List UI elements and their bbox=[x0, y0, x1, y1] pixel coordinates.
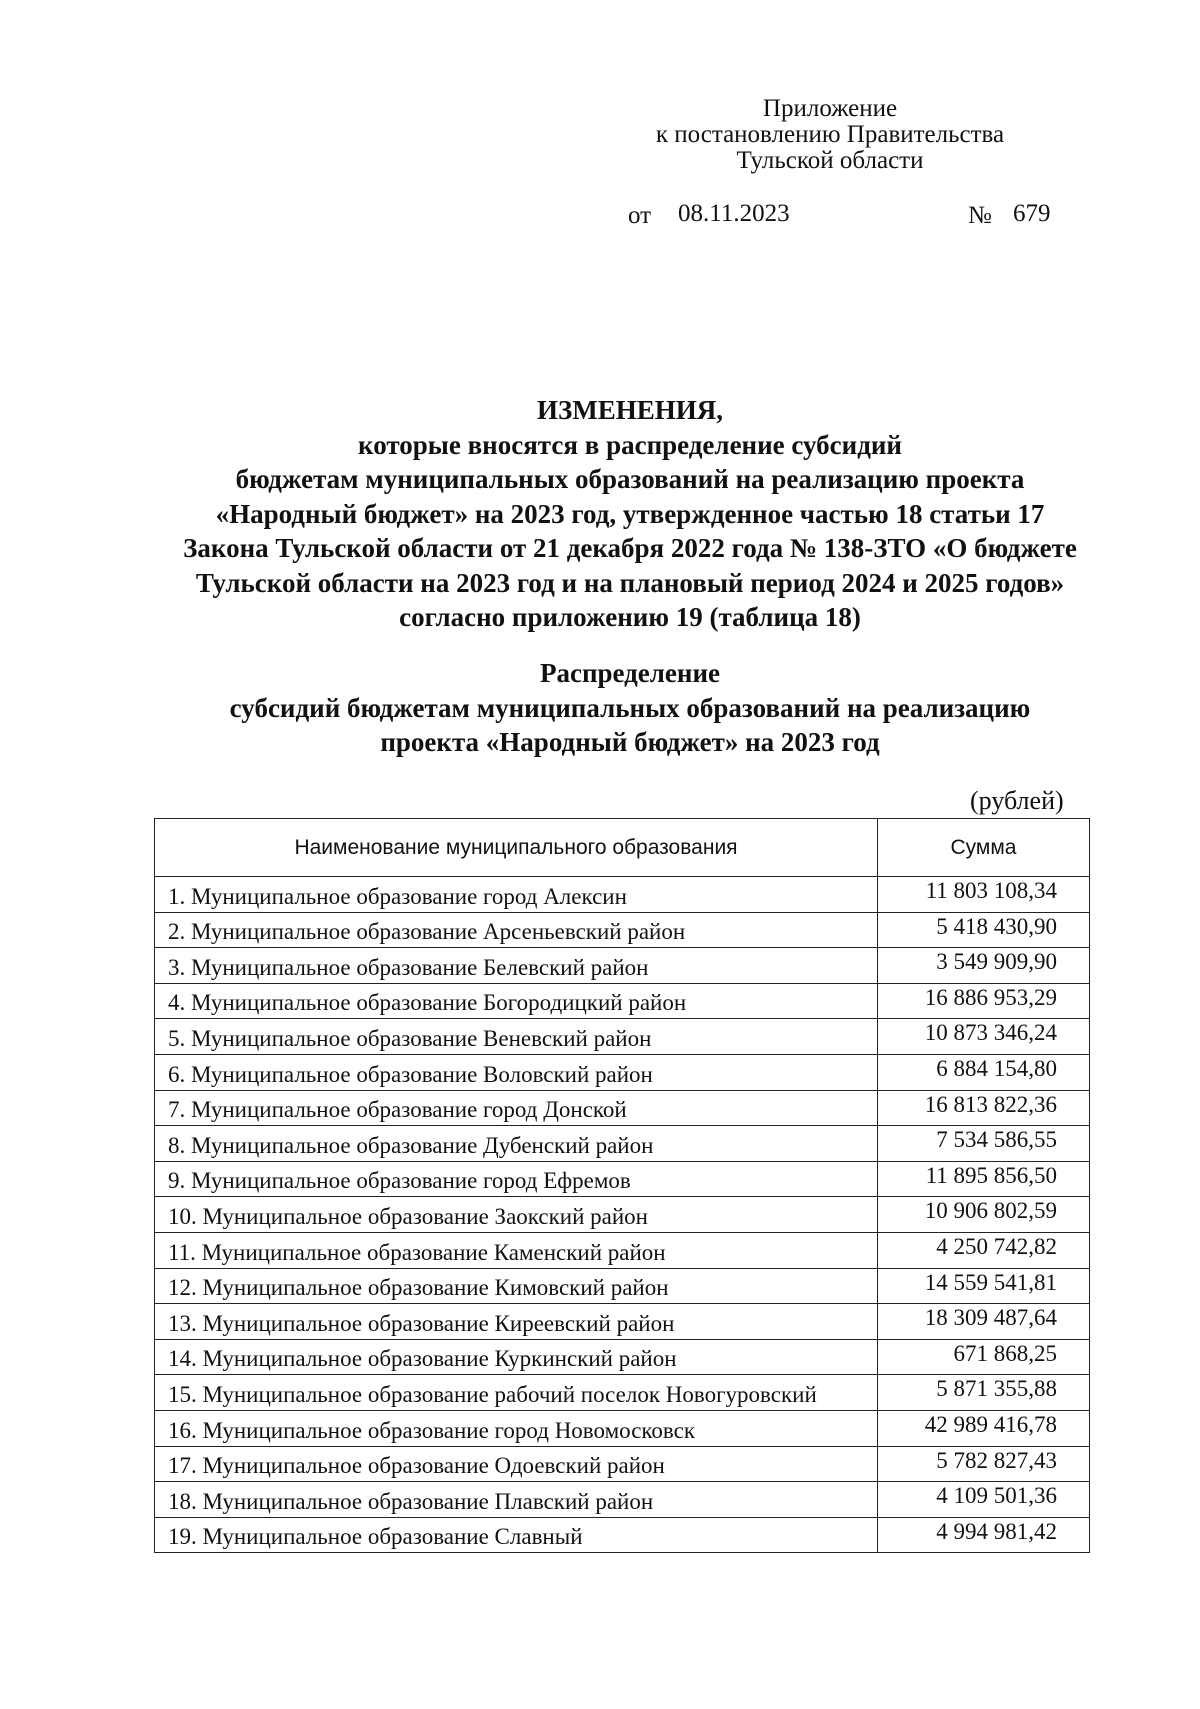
table-row bbox=[155, 1019, 1090, 1055]
table-row bbox=[155, 948, 1090, 984]
municipality-name: 2. Муниципальное образование Арсеньевский район bbox=[155, 912, 878, 948]
appendix-region-line: Тульской области bbox=[736, 147, 924, 174]
table-row bbox=[155, 1482, 1090, 1518]
subsidy-amount: 16 886 953,29 bbox=[878, 983, 1090, 1019]
subsidy-amount: 10 873 346,24 bbox=[878, 1019, 1090, 1055]
municipality-name: 8. Муниципальное образование Дубенский район bbox=[155, 1126, 878, 1162]
table-row bbox=[155, 912, 1090, 948]
municipality-name: 16. Муниципальное образование город Новомосковск bbox=[155, 1410, 878, 1446]
subsidy-amount: 5 782 827,43 bbox=[878, 1446, 1090, 1482]
table-row bbox=[155, 1054, 1090, 1090]
subsidy-amount: 16 813 822,36 bbox=[878, 1090, 1090, 1126]
municipality-name: 11. Муниципальное образование Каменский район bbox=[155, 1232, 878, 1268]
table-row bbox=[155, 1339, 1090, 1375]
changes-title: ИЗМЕНЕНИЯ, bbox=[536, 395, 723, 425]
municipality-name: 10. Муниципальное образование Заокский район bbox=[155, 1197, 878, 1233]
table-row bbox=[155, 1517, 1090, 1553]
subsidy-amount: 4 994 981,42 bbox=[878, 1517, 1090, 1553]
table-row bbox=[155, 1410, 1090, 1446]
distribution-line: проекта «Народный бюджет» на 2023 год bbox=[380, 727, 880, 757]
appendix-label: Приложение bbox=[762, 95, 898, 122]
municipality-name: 12. Муниципальное образование Кимовский район bbox=[155, 1268, 878, 1304]
table-row bbox=[155, 1197, 1090, 1233]
distribution-line: субсидий бюджетам муниципальных образований на реализацию bbox=[229, 692, 1031, 723]
number-prefix: № bbox=[968, 202, 992, 229]
appendix-header bbox=[620, 96, 1040, 174]
table-row bbox=[155, 1446, 1090, 1482]
changes-line: Тульской области на 2023 год и на плановый период 2024 и 2025 годов» bbox=[195, 567, 1065, 598]
municipality-name: 5. Муниципальное образование Веневский район bbox=[155, 1019, 878, 1055]
municipality-name: 14. Муниципальное образование Куркинский район bbox=[155, 1339, 878, 1375]
table-row bbox=[155, 1126, 1090, 1162]
subsidy-amount: 671 868,25 bbox=[878, 1339, 1090, 1375]
subsidy-amount: 4 109 501,36 bbox=[878, 1482, 1090, 1518]
changes-line: которые вносятся в распределение субсидий bbox=[358, 429, 902, 460]
subsidy-amount: 5 871 355,88 bbox=[878, 1375, 1090, 1411]
subsidy-amount: 7 534 586,55 bbox=[878, 1126, 1090, 1162]
subsidy-amount: 11 803 108,34 bbox=[878, 877, 1090, 913]
table-row bbox=[155, 1232, 1090, 1268]
table-row bbox=[155, 1090, 1090, 1126]
table-row bbox=[155, 1268, 1090, 1304]
changes-line: согласно приложению 19 (таблица 18) bbox=[399, 602, 861, 632]
subsidy-amount: 14 559 541,81 bbox=[878, 1268, 1090, 1304]
municipality-name: 15. Муниципальное образование рабочий поселок Новогуровский bbox=[155, 1375, 878, 1411]
changes-line: бюджетам муниципальных образований на реализацию проекта bbox=[235, 464, 1025, 494]
table-row bbox=[155, 1304, 1090, 1340]
table-row bbox=[155, 877, 1090, 913]
document-number: 679 bbox=[1013, 200, 1051, 227]
document-date: 08.11.2023 bbox=[678, 200, 790, 227]
table-row bbox=[155, 1375, 1090, 1411]
subsidy-amount: 6 884 154,80 bbox=[878, 1054, 1090, 1090]
municipality-name: 1. Муниципальное образование город Алексин bbox=[155, 877, 878, 913]
changes-heading bbox=[110, 393, 1150, 635]
table-header-row bbox=[155, 819, 1090, 877]
subsidy-amount: 11 895 856,50 bbox=[878, 1161, 1090, 1197]
municipality-name: 7. Муниципальное образование город Донской bbox=[155, 1090, 878, 1126]
subsidy-amount: 4 250 742,82 bbox=[878, 1232, 1090, 1268]
subsidy-amount: 18 309 487,64 bbox=[878, 1304, 1090, 1340]
subsidy-amount: 5 418 430,90 bbox=[878, 912, 1090, 948]
table-row bbox=[155, 1161, 1090, 1197]
subsidy-amount: 42 989 416,78 bbox=[878, 1410, 1090, 1446]
currency-unit: (рублей) bbox=[970, 786, 1064, 815]
municipality-name: 18. Муниципальное образование Плавский район bbox=[155, 1482, 878, 1518]
header-amount: Сумма bbox=[878, 819, 1090, 877]
municipality-name: 9. Муниципальное образование город Ефремов bbox=[155, 1161, 878, 1197]
subsidy-amount: 10 906 802,59 bbox=[878, 1197, 1090, 1233]
changes-line: «Народный бюджет» на 2023 год, утвержденное частью 18 статьи 17 bbox=[215, 498, 1045, 529]
municipality-name: 3. Муниципальное образование Белевский район bbox=[155, 948, 878, 984]
distribution-heading bbox=[110, 656, 1150, 760]
header-name: Наименование муниципального образования bbox=[155, 819, 878, 877]
municipality-name: 6. Муниципальное образование Воловский район bbox=[155, 1054, 878, 1090]
subsidy-amount: 3 549 909,90 bbox=[878, 948, 1090, 984]
municipality-name: 4. Муниципальное образование Богородицкий район bbox=[155, 983, 878, 1019]
municipality-name: 17. Муниципальное образование Одоевский район bbox=[155, 1446, 878, 1482]
distribution-table bbox=[154, 818, 1090, 1553]
changes-line: Закона Тульской области от 21 декабря 2022 года № 138-ЗТО «О бюджете bbox=[183, 533, 1077, 563]
appendix-resolution-line: к постановлению Правительства bbox=[655, 121, 1005, 148]
municipality-name: 19. Муниципальное образование Славный bbox=[155, 1517, 878, 1553]
date-prefix: от bbox=[628, 202, 652, 229]
municipality-name: 13. Муниципальное образование Киреевский район bbox=[155, 1304, 878, 1340]
table-row bbox=[155, 983, 1090, 1019]
distribution-title: Распределение bbox=[539, 658, 721, 688]
